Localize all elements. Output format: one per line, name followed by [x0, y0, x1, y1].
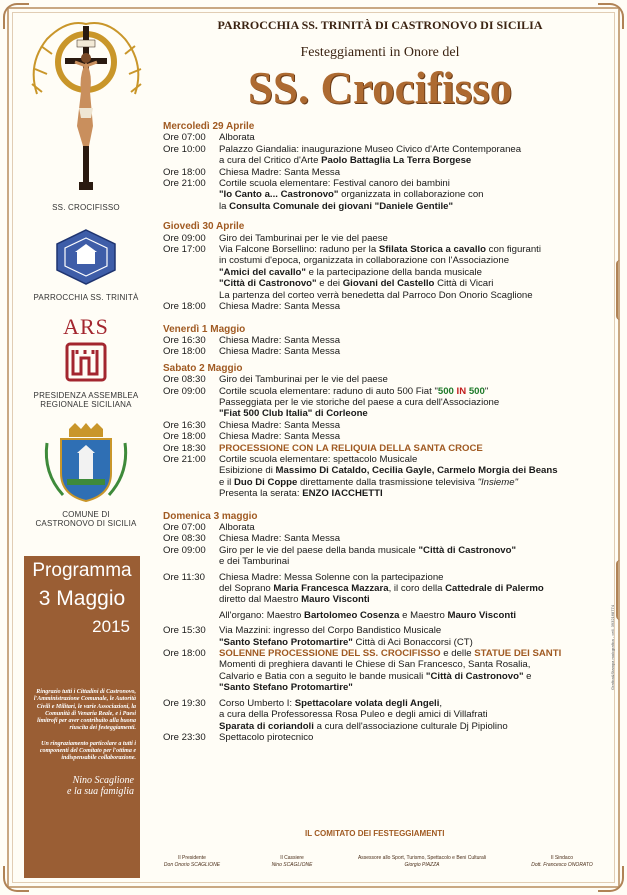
event-text: [219, 267, 608, 278]
ars-caption-2: REGIONALE SICILIANA: [40, 400, 132, 409]
event-desc: Chiesa Madre: Santa Messa: [219, 419, 341, 431]
event-name: "Città di Castronovo": [425, 670, 524, 682]
day-title: Domenica 3 maggio: [163, 510, 258, 522]
event-desc: [219, 698, 608, 732]
event-text: [219, 477, 608, 488]
event-row: [163, 144, 608, 167]
parish-emblem-icon: [17, 228, 155, 286]
event-text: [219, 189, 608, 200]
event-desc: PROCESSIONE CON LA RELIQUIA DELLA SANTA CROCE: [219, 442, 483, 454]
committee-title: IL COMITATO DEI FESTEGGIAMENTI: [305, 829, 445, 838]
event-desc: [219, 625, 608, 648]
event-desc: [219, 454, 608, 500]
event-time: Ore 21:00: [163, 453, 206, 465]
signer-councillor: [332, 855, 512, 869]
event-text: Cortile scuola elementare: spettacolo Musicale: [219, 453, 418, 465]
event-name: Giovani del Castello: [342, 278, 435, 290]
event-text: ": [484, 385, 489, 397]
event-name: "Santo Stefano Protomartire": [219, 682, 353, 694]
event-desc: Giro dei Tamburinai per le vie del paese: [219, 232, 388, 244]
event-name: "Io Canto a... Castronovo": [219, 189, 339, 201]
event-text: Corso Umberto I:: [219, 697, 295, 709]
event-time: Ore 15:30: [163, 625, 206, 637]
event-text: Via Mazzini: ingresso del Corpo Bandistico Musicale: [219, 625, 442, 637]
event-text: e la partecipazione della banda musicale: [305, 266, 482, 278]
event-text: in costumi d'epoca, organizzata in collaborazione con l'Associazione: [219, 255, 510, 267]
event-row: [163, 346, 608, 357]
event-text: Presenta la serata:: [219, 488, 303, 500]
programma-year: 2015: [92, 617, 130, 636]
event-desc: Chiesa Madre: Santa Messa: [219, 533, 341, 545]
event-highlight: 500: [468, 385, 485, 397]
event-time: Ore 18:30: [163, 442, 206, 454]
event-row: [163, 533, 608, 544]
event-text: e delle: [440, 648, 475, 660]
parish-title: PARROCCHIA SS. TRINITÀ DI CASTRONOVO DI SICILIA: [217, 18, 543, 32]
comune-coat-of-arms-icon: [17, 423, 155, 503]
event-desc: Chiesa Madre: Santa Messa: [219, 301, 341, 313]
event-name: "Fiat 500 Club Italia" di Corleone: [219, 408, 368, 420]
event-row: [163, 386, 608, 420]
ars-trinacria-icon: [17, 340, 155, 384]
event-text: [219, 278, 608, 289]
programma-label: Programma: [32, 560, 132, 581]
event-text: [219, 465, 608, 476]
event-row: [163, 244, 608, 301]
programma-date: 3 Maggio: [38, 587, 126, 610]
event-time: Ore 09:00: [163, 232, 206, 244]
event-name: Sparata di coriandoli: [219, 720, 314, 732]
event-row: [163, 732, 608, 743]
event-text: Passeggiata per le vie storiche del paese a cura dell'Associazione: [219, 396, 500, 408]
event-text: [219, 594, 608, 605]
event-time: Ore 07:00: [163, 132, 206, 144]
parish-caption: PARROCCHIA SS. TRINITÀ: [33, 293, 139, 302]
event-text: La partenza del corteo verrà benedetta dal Parroco Don Onorio Scaglione: [219, 289, 533, 301]
event-text: Città di Aci Bonaccorsi (CT): [352, 636, 473, 648]
event-desc: [219, 572, 608, 622]
day-title: Sabato 2 Maggio: [163, 362, 243, 374]
event-row: [163, 545, 608, 568]
day-title: Giovedì 30 Aprile: [163, 221, 245, 233]
event-text: Città di Vicari: [434, 278, 494, 290]
event-text: e Maestro: [399, 609, 448, 621]
event-name: Consulta Comunale dei giovani "Daniele Gentile": [229, 200, 454, 212]
event-time: Ore 08:30: [163, 374, 206, 386]
event-name: "Città di Castronovo": [219, 278, 317, 290]
ars-logo: ARS: [63, 314, 109, 339]
event-text: direttamente dalla trasmissione televisiva: [297, 476, 478, 488]
header: [160, 14, 600, 111]
signer-name: Nino SCAGLIONE: [271, 862, 313, 868]
event-row: [163, 431, 608, 442]
signature-line-1: Nino Scaglione: [72, 774, 134, 786]
event-name: Sfilata Storica a cavallo: [378, 244, 487, 256]
event-text: con figuranti: [486, 244, 541, 256]
event-text: e dei: [316, 278, 343, 290]
corner-ornament: [598, 3, 624, 29]
event-name: Spettacolare volata degli Angeli: [294, 697, 440, 709]
event-desc: Alborata: [219, 132, 255, 144]
event-row: [163, 572, 608, 622]
crucifix-caption: SS. CROCIFISSO: [52, 203, 120, 212]
event-name: Cattedrale di Palermo: [445, 583, 544, 595]
event-time: Ore 18:00: [163, 301, 206, 313]
event-name: "Amici del cavallo": [219, 266, 306, 278]
event-row: [163, 233, 608, 244]
event-desc: Spettacolo pirotecnico: [219, 731, 314, 743]
event-text: [219, 637, 608, 648]
event-desc: [219, 545, 608, 568]
event-text: [219, 698, 608, 709]
event-name: Mauro Visconti: [301, 594, 370, 606]
event-row: [163, 454, 608, 500]
event-text: Chiesa Madre: Messa Solenne con la partecipazione: [219, 571, 444, 583]
event-name: Massimo Di Cataldo, Cecilia Gayle, Carmelo Morgia dei Beans: [275, 465, 558, 477]
event-name: ENZO IACCHETTI: [302, 488, 383, 500]
event-text: [219, 488, 608, 499]
event-text: e dei Tamburinai: [219, 556, 290, 568]
event-text: [219, 583, 608, 594]
event-highlight: SOLENNE PROCESSIONE DEL SS. CROCIFISSO: [219, 648, 441, 660]
event-time: Ore 08:30: [163, 533, 206, 545]
event-time: Ore 11:30: [163, 571, 205, 583]
event-row: [163, 178, 608, 212]
event-time: Ore 18:00: [163, 431, 206, 443]
event-text: ,: [439, 697, 443, 709]
event-row: [163, 698, 608, 732]
event-desc: Chiesa Madre: Santa Messa: [219, 431, 341, 443]
signer-president: [152, 855, 232, 869]
event-desc: [219, 648, 608, 694]
thanks-committee-text: Un ringraziamento particolare a tutti i componenti del Comitato per l'ottima e indispensabile collaborazione.: [39, 740, 136, 762]
event-time: Ore 21:00: [163, 178, 206, 190]
event-row: [163, 132, 608, 143]
event-text: [219, 671, 608, 682]
page-title: SS. Crocifisso: [247, 63, 513, 113]
event-desc: [219, 144, 608, 167]
event-time: Ore 19:30: [163, 697, 206, 709]
event-time: Ore 10:00: [163, 143, 206, 155]
ars-caption-1: PRESIDENZA ASSEMBLEA: [33, 391, 139, 400]
printer-credit: Grafica&Stampa malcgrafica - cell. 3932168774: [610, 605, 615, 690]
event-desc: [219, 244, 608, 301]
event-desc: Chiesa Madre: Santa Messa: [219, 334, 341, 346]
event-time: Ore 09:00: [163, 385, 206, 397]
event-text: e: [523, 670, 532, 682]
event-text: Palazzo Giandalia: inaugurazione Museo Civico d'Arte Contemporanea: [219, 143, 522, 155]
event-desc: Chiesa Madre: Santa Messa: [219, 346, 341, 358]
event-text: , il coro della: [388, 583, 446, 595]
event-text: organizzata in collaborazione con: [338, 189, 484, 201]
program-list: [163, 121, 608, 743]
event-text: [219, 386, 608, 397]
event-desc: [219, 178, 608, 212]
event-highlight: 500: [437, 385, 454, 397]
event-text: Esibizione di: [219, 465, 276, 477]
event-time: Ore 18:00: [163, 346, 206, 358]
programma-panel: [24, 556, 140, 878]
event-text: Cortile scuola elementare: Festival canoro dei bambini: [219, 178, 450, 190]
event-desc: Chiesa Madre: Santa Messa: [219, 166, 341, 178]
day-title: Mercoledì 29 Aprile: [163, 121, 255, 132]
event-text: Cortile scuola elementare: raduno di auto 500 Fiat ": [219, 385, 438, 397]
event-row: [163, 522, 608, 533]
event-name: Duo Di Coppe: [233, 476, 298, 488]
event-text: diretto dal Maestro: [219, 594, 302, 606]
festivities-subtitle: Festeggiamenti in Onore del: [300, 45, 460, 60]
event-text: "Insieme": [477, 476, 518, 488]
comune-caption-2: CASTRONOVO DI SICILIA: [35, 519, 137, 528]
event-text: Momenti di preghiera davanti le Chiese di San Francesco, Santa Rosalia,: [219, 659, 531, 671]
event-text: [219, 545, 608, 556]
event-text: del Soprano: [219, 583, 274, 595]
event-text: [219, 721, 608, 732]
event-name: Paolo Battaglia La Terra Borgese: [321, 155, 472, 167]
event-time: Ore 07:00: [163, 522, 206, 533]
event-row: [163, 301, 608, 312]
signer-mayor: [517, 855, 607, 869]
event-text: Via Falcone Borsellino: raduno per la: [219, 244, 379, 256]
left-column: [17, 14, 155, 528]
signature-line-2: e la sua famiglia: [67, 785, 134, 797]
event-desc: [219, 386, 608, 420]
thanks-text: Ringrazio tutti i Cittadini di Castronovo, l'Amministrazione Comunale, le Autorità Civili e Militari, le varie Associazioni, la Comunità di Venaria Reale, e i Paesi limitrofi per aver contribuito alla buona riuscita dei festeggiamenti.: [33, 689, 136, 732]
event-time: Ore 18:00: [163, 648, 206, 660]
event-text: a cura dell'associazione culturale Dj Pipiolino: [313, 720, 508, 732]
event-name: "Santo Stefano Protomartire": [219, 636, 353, 648]
signer-treasurer: [262, 855, 322, 869]
comune-caption-1: COMUNE DI: [62, 510, 110, 519]
crucifix-icon: [17, 14, 155, 194]
event-row: [163, 335, 608, 346]
event-text: a cura della Professoressa Rosa Puleo e degli amici di Villafrati: [219, 709, 488, 721]
event-name: Mauro Visconti: [447, 609, 517, 621]
event-time: Ore 16:30: [163, 334, 206, 346]
event-row: [163, 167, 608, 178]
event-text: [219, 201, 608, 212]
event-text: a cura del Critico d'Arte: [219, 155, 322, 167]
event-name: "Città di Castronovo": [418, 544, 517, 556]
event-text: e il: [219, 476, 234, 488]
event-text: [219, 155, 608, 166]
event-text: [219, 610, 608, 621]
event-desc: Alborata: [219, 522, 255, 533]
event-row: [163, 648, 608, 694]
event-row: [163, 625, 608, 648]
event-time: Ore 16:30: [163, 419, 206, 431]
signature: [24, 775, 140, 797]
signer-role: Assessore allo Sport, Turismo, Spettacolo e Beni Culturali: [357, 855, 487, 861]
signer-role: Il Presidente: [178, 855, 206, 861]
event-time: Ore 09:00: [163, 544, 206, 556]
event-text: [219, 648, 608, 659]
corner-ornament: [598, 866, 624, 892]
event-text: All'organo: Maestro: [219, 609, 305, 621]
event-time: Ore 17:00: [163, 244, 206, 256]
event-text: Calvario e Batia con a seguito le bande musicali: [219, 670, 426, 682]
event-name: Bartolomeo Cosenza: [304, 609, 400, 621]
event-text: [219, 244, 608, 255]
signer-role: Il Sindaco: [551, 855, 573, 861]
event-time: Ore 23:30: [163, 731, 206, 743]
side-ornament: [616, 260, 626, 320]
signer-name: Dott. Francesco ONORATO: [531, 862, 593, 868]
event-highlight: IN: [453, 385, 469, 397]
signer-role: Il Cassiere: [280, 855, 304, 861]
event-row: [163, 420, 608, 431]
event-time: Ore 18:00: [163, 166, 206, 178]
event-text: Giro per le vie del paese della banda musicale: [219, 544, 419, 556]
signer-name: Giorgio PIAZZA: [404, 862, 440, 868]
event-row: [163, 374, 608, 385]
event-highlight: STATUE DEI SANTI: [474, 648, 562, 660]
signer-name: Don Onorio SCAGLIONE: [163, 862, 221, 868]
event-text: la: [219, 200, 230, 212]
event-row: [163, 443, 608, 454]
day-title: Venerdì 1 Maggio: [163, 323, 246, 335]
event-name: Maria Francesca Mazzara: [273, 583, 389, 595]
event-desc: Giro dei Tamburinai per le vie del paese: [219, 374, 388, 386]
